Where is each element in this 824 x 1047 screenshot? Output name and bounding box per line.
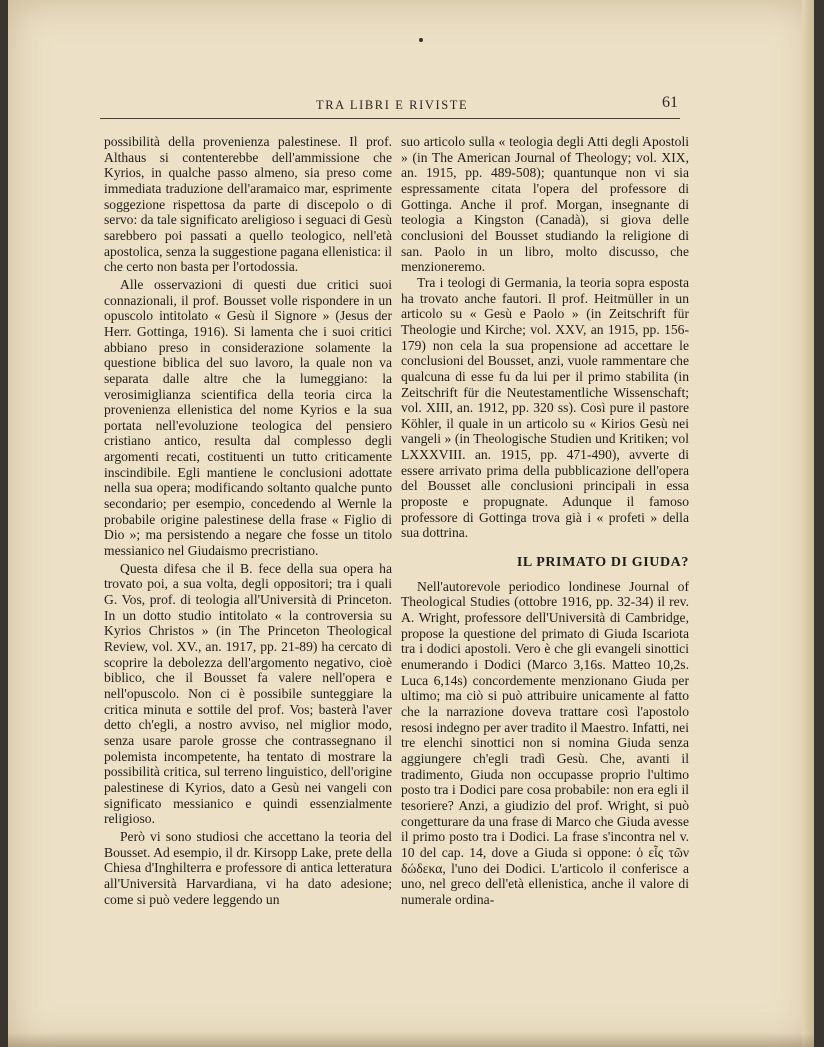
page-shadow (8, 1033, 814, 1047)
page-header (100, 96, 680, 119)
section-title: IL PRIMATO DI GIUDA? (516, 555, 689, 571)
page-edge (802, 0, 814, 1047)
ink-dot (419, 38, 423, 42)
paragraph: possibilità della provenienza palestinese. Il prof. Althaus si contenterebbe dell'ammissione che Kyrios, in qualche passo almeno, sia preso come immediata traduzione dell'aramaico mar, esprimente soggezione rispettosa da parte di discepolo o di servo: da tale significato areligioso i seguaci di Gesù sarebbero poi passati a quello teologico, nell'età apostolica, senza la suggestione pagana ellenistica: il che certo non basta per l'ortodossia. (104, 134, 393, 275)
page-number: 61 (662, 94, 678, 111)
running-title: TRA LIBRI E RIVISTE (316, 98, 469, 112)
paragraph: Questa difesa che il B. fece della sua opera ha trovato poi, a sua volta, degli oppositori; tra i quali G. Vos, prof. di teologia all'Università di Princeton. In un dotto studio intitolato « la controversia su Kyrios Christos » (in The Princeton Theological Review, vol. XV., an. 1917, pp. 21-89) ha cercato di scoprire la debolezza dell'argomento negativo, cioè biblico, che il Bousset fa valere nell'opera e nell'opuscolo. Non ci è possibile sunteggiare la critica minuta e sottile del prof. Vos; basterà l'aver detto ch'egli, a nostro avviso, nel miglior modo, senza usare parole grosse che contrassegnano il polemista incompetente, ha tentato di mostrare la possibilità critica, sul terreno linguistico, dell'origine palestinese di Kyrios, dato a Gesù nei vangeli con significato messianico e quindi essenzialmente religioso. (104, 560, 392, 827)
paragraph: Nell'autorevole periodico londinese Journal of Theological Studies (ottobre 1916, pp. 32-34) il rev. A. Wright, professore dell'Università di Cambridge, propose la questione del primato di Giuda Iscariota tra i dodici apostoli. Vero è che gli evangeli sinottici enumerando i Dodici (Marco 3,16s. Matteo 10,2s. Luca 6,14s) concordemente menzionano Giuda per ultimo; ma ciò si può attribuire unicamente al fatto che la narrazione doveva trattare così l'apostolo resosi indegno per aver tradito il Maestro. Infatti, nei tre elenchi sinottici non si nomina Giuda senza aggiungere ch'egli tradì Gesù. Che, avanti il tradimento, Giuda non occupasse proprio l'ultimo posto tra i Dodici pare cosa probabile: non era egli il tesoriere? Anzi, a giudizio del prof. Wright, si può congetturare da una frase di Marco che Giuda avesse il primo posto tra i Dodici. La frase s'incontra nel v. 10 del cap. 14, dove a Giuda si oppone: ὁ εἷς τῶν δώδεκα, l'uno dei Dodici. L'articolo il conferisce a uno, nel greco dell'età ellenistica, anche il valore di numerale ordina- (401, 578, 689, 907)
book-page (8, 0, 814, 1047)
paragraph: Tra i teologi di Germania, la teoria sopra esposta ha trovato anche fautori. Il prof. Heitmüller in un articolo su « Gesù e Paolo » (in Zeitschrift für Theologie und Kirche; vol. XXV, an 1915, pp. 156-179) non cela la sua propensione ad accettare le conclusioni del Bousset, anzi, vuole rammentare che qualcuna di esse fu da lui per il primo stabilita (in Zeitschrift für die Neutestamentliche Wissenschaft; vol. XIII, an. 1912, pp. 320 ss). Così pure il pastore Köhler, il quale in un articolo su « Kirios Gesù nei vangeli » (in Theologische Studien und Kritiken; vol LXXXVIII. an. 1915, pp. 471-490), avverte di essere arrivato prima della pubblicazione dell'opera del Bousset alle conclusioni principali in essa proposte e propugnate. Adunque il famoso professore di Gottinga trova già i « profeti » della sua dottrina. (401, 274, 689, 541)
paragraph: suo articolo sulla « teologia degli Atti degli Apostoli » (in The American Journal of Theology; vol. XIX, an. 1915, pp. 489-508); quantunque non vi sia espressamente citata l'opera del professore di Gottinga. Anche il prof. Morgan, insegnante di teologia a Kingston (Canadà), si giova delle conclusioni del Bousset studiando la religione di san. Paolo in un libro, molto discusso, che menzioneremo. (401, 134, 689, 275)
right-column (401, 134, 689, 908)
paragraph: Alle osservazioni di questi due critici suoi connazionali, il prof. Bousset volle rispondere in un opuscolo intitolato « Gesù il Signore » (Jesus der Herr. Gottinga, 1916). Si lamenta che i suoi critici abbiano preso in considerazione solamente la questione biblica del suo lavoro, la quale non va separata dalle altre che la lumeggiano: la verosimiglianza scientifica della teoria circa la provenienza ellenistica del nome Kyrios e la sua portata nell'evoluzione teologica del pensiero cristiano antico, resulta dal complesso degli argomenti recati, costituenti un tutto criticamente inscindibile. Egli mantiene le conclusioni adottate nella sua opera; modificando soltanto qualche punto secondario; per esempio, concedendo al Wernle la probabile origine palestinese della frase « Figlio di Dio »; ma persistendo a negare che fosse un titolo messianico nel Giudaismo precristiano. (104, 276, 392, 559)
paragraph: Però vi sono studiosi che accettano la teoria del Bousset. Ad esempio, il dr. Kirsopp Lake, prete della Chiesa d'Inghilterra e professore di antica letteratura all'Università Harvardiana, vi ha dato adesione; come si può vedere leggendo un (104, 828, 392, 907)
left-column (104, 134, 392, 907)
